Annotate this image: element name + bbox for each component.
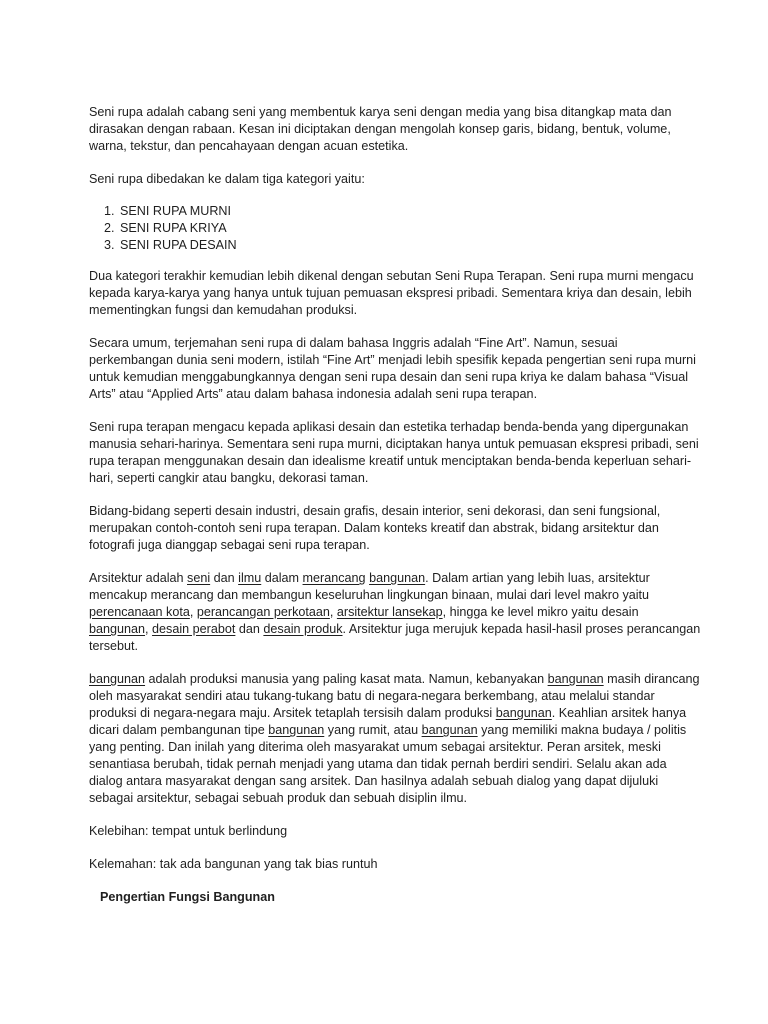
- paragraph-categories-intro: Seni rupa dibedakan ke dalam tiga kategori yaitu:: [89, 172, 365, 186]
- hyperlink-bangunan[interactable]: bangunan: [547, 672, 604, 686]
- hyperlink-bangunan[interactable]: bangunan: [421, 723, 478, 737]
- text-segment: . Dalam artian yang lebih luas, arsitektur mencakup merancang dan membangun keseluruhan lingkungan binaan, mulai dari level makro yaitu: [89, 571, 650, 602]
- text-segment: yang memiliki makna budaya / politis yang penting. Dan inilah yang diterima oleh masyarakat umum sebagai arsitektur. Peran arsitek, meski senantiasa berubah, tidak pernah menjadi yang utama dan tidak pernah berdiri sendiri. Selalu akan ada dialog antara masyarakat dengan sang arsitek. Dan hasilnya adalah sebuah dialog yang dapat dijuluki sebagai arsitektur, sebagai sebuah produk dan sebuah disiplin ilmu.: [89, 723, 687, 805]
- text-segment: masih dirancang oleh masyarakat sendiri atau tukang-tukang batu di negara-negara berkembang, atau melalui standar produksi di negara-negara maju. Arsitek tetaplah tersisih dalam produksi: [89, 672, 700, 720]
- text-segment: yang rumit, atau: [324, 723, 422, 737]
- hyperlink-desain-perabot[interactable]: desain perabot: [152, 622, 236, 636]
- text-segment: ,: [329, 605, 337, 619]
- paragraph-kelemahan: Kelemahan: tak ada bangunan yang tak bias runtuh: [89, 857, 378, 871]
- hyperlink-arsitektur-lansekap[interactable]: arsitektur lansekap: [336, 605, 443, 619]
- hyperlink-desain-produk[interactable]: desain produk: [263, 622, 343, 636]
- text-segment: . Arsitektur juga merujuk kepada hasil-hasil proses perancangan tersebut.: [89, 622, 701, 653]
- paragraph-fine-art: Secara umum, terjemahan seni rupa di dalam bahasa Inggris adalah “Fine Art”. Namun, sesuai perkembangan dunia seni modern, istilah “Fine Art” menjadi lebih spesifik kepada pengertian seni rupa murni untuk kemudian menggabungkannya dengan seni rupa desain dan seni rupa kriya ke dalam bahasa “Visual Arts” atau “Applied Arts” atau dalam bahasa indonesia adalah seni rupa terapan.: [89, 336, 696, 401]
- hyperlink-bangunan[interactable]: bangunan: [89, 672, 146, 686]
- paragraph-bangunan: [89, 671, 701, 807]
- text-segment: , hingga ke level mikro yaitu desain: [442, 605, 639, 619]
- list-item: 2. SENI RUPA KRIYA: [118, 220, 701, 237]
- text-segment: dan: [235, 622, 264, 636]
- hyperlink-perancangan-perkotaan[interactable]: perancangan perkotaan: [196, 605, 330, 619]
- section-heading: Pengertian Fungsi Bangunan: [100, 890, 275, 904]
- text-segment: ,: [189, 605, 197, 619]
- list-item: 3. SENI RUPA DESAIN: [118, 237, 701, 254]
- paragraph-fields: Bidang-bidang seperti desain industri, desain grafis, desain interior, seni dekorasi, dan seni fungsional, merupakan contoh-contoh seni rupa terapan. Dalam konteks kreatif dan abstrak, bidang arsitektur dan fotografi juga dianggap sebagai seni rupa terapan.: [89, 504, 661, 552]
- hyperlink-merancang[interactable]: merancang: [302, 571, 366, 585]
- paragraph-kelebihan: Kelebihan: tempat untuk berlindung: [89, 824, 288, 838]
- text-segment: adalah produksi manusia yang paling kasat mata. Namun, kebanyakan: [145, 672, 548, 686]
- hyperlink-bangunan[interactable]: bangunan: [369, 571, 426, 585]
- text-segment: dalam: [261, 571, 303, 585]
- paragraph-applied-art: Seni rupa terapan mengacu kepada aplikasi desain dan estetika terhadap benda-benda yang dipergunakan manusia sehari-harinya. Sementara seni rupa murni, diciptakan hanya untuk pemuasan ekspresi pribadi, seni rupa terapan menggunakan desain dan idealisme kreatif untuk menciptakan benda-benda keperluan sehari-hari, seperti cangkir atau bangku, dekorasi taman.: [89, 420, 699, 485]
- category-list: [89, 203, 701, 254]
- paragraph-arsitektur: [89, 570, 701, 655]
- list-item: 1. SENI RUPA MURNI: [118, 203, 701, 220]
- text-segment: . Keahlian arsitek hanya dicari dalam pembangunan tipe: [89, 706, 687, 737]
- hyperlink-bangunan[interactable]: bangunan: [495, 706, 552, 720]
- hyperlink-bangunan[interactable]: bangunan: [268, 723, 325, 737]
- document-page: [89, 104, 701, 906]
- text-segment: ,: [145, 622, 153, 636]
- hyperlink-ilmu[interactable]: ilmu: [238, 571, 262, 585]
- text-segment: dan: [210, 571, 239, 585]
- text-segment: Arsitektur adalah: [89, 571, 188, 585]
- hyperlink-seni[interactable]: seni: [187, 571, 211, 585]
- paragraph-seni-rupa-terapan: Dua kategori terakhir kemudian lebih dikenal dengan sebutan Seni Rupa Terapan. Seni rupa murni mengacu kepada karya-karya yang hanya untuk tujuan pemuasan ekspresi pribadi. Sementara kriya dan desain, lebih mementingkan fungsi dan kemudahan produksi.: [89, 269, 694, 317]
- hyperlink-perencanaan-kota[interactable]: perencanaan kota: [89, 605, 190, 619]
- paragraph-seni-rupa-definition: Seni rupa adalah cabang seni yang membentuk karya seni dengan media yang bisa ditangkap mata dan dirasakan dengan rabaan. Kesan ini diciptakan dengan mengolah konsep garis, bidang, bentuk, volume, warna, tekstur, dan pencahayaan dengan acuan estetika.: [89, 105, 672, 153]
- hyperlink-bangunan[interactable]: bangunan: [89, 622, 146, 636]
